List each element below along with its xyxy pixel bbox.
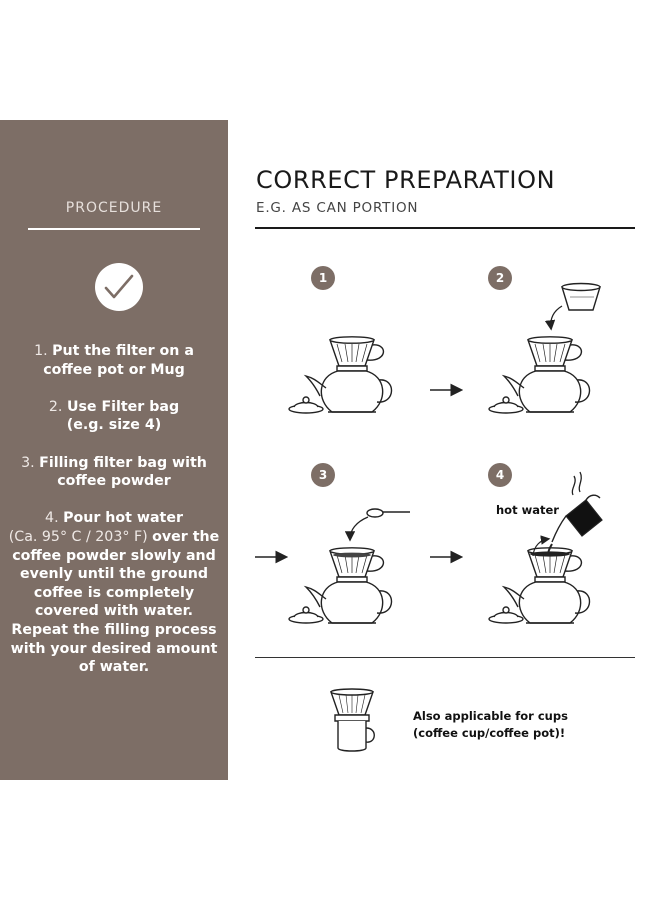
step-number: 2.	[48, 398, 63, 415]
cups-note	[413, 708, 568, 741]
step-number: 3.	[21, 454, 35, 471]
arrow-icon	[350, 517, 368, 539]
step-text: Filling filter bag with coffee powder	[39, 454, 207, 490]
pot-with-filter-step-4	[489, 548, 590, 623]
step-number: 1.	[34, 343, 48, 359]
cups-note-line-2: (coffee cup/coffee pot)!	[413, 725, 566, 740]
section-divider	[255, 657, 635, 658]
page-title: CORRECT PREPARATION	[256, 166, 556, 194]
pot-with-filter-step-1	[289, 337, 392, 413]
page-subtitle: E.G. AS CAN PORTION	[256, 200, 419, 216]
step-badge-2: 2	[488, 266, 512, 290]
step-badge-3: 3	[311, 463, 335, 487]
step-text: Use Filter bag	[66, 398, 180, 415]
filter-bag-icon	[562, 284, 600, 311]
kettle-icon	[552, 472, 602, 542]
cup-with-filter-icon	[331, 689, 374, 751]
pot-with-filter-step-2	[489, 337, 590, 413]
step-badge-1: 1	[311, 266, 335, 290]
step-badge-4: 4	[488, 463, 512, 487]
step-text-detail: (e.g. size 4)	[66, 417, 162, 434]
procedure-title: PROCEDURE	[65, 200, 163, 216]
cups-note-line-1: Also applicable for cups	[413, 709, 568, 723]
step-text-detail: over the coffee powder slowly and evenly until the ground coffee is completely covered with water. Repeat the filling process with your desired amount of water.	[10, 528, 220, 676]
step-temperature: (Ca. 95° C / 203° F)	[8, 528, 148, 545]
steam-icon	[572, 472, 581, 495]
measuring-spoon-icon	[367, 509, 410, 517]
step-text: Pour hot water	[63, 510, 183, 527]
step-text: Put the filter on a coffee pot or Mug	[43, 343, 194, 378]
arrow-icon	[551, 306, 562, 328]
hot-water-label: hot water	[496, 503, 559, 517]
pot-with-filter-step-3	[289, 548, 392, 623]
step-number: 4.	[45, 510, 59, 527]
water-level	[530, 551, 570, 556]
coffee-powder-layer	[333, 553, 371, 558]
